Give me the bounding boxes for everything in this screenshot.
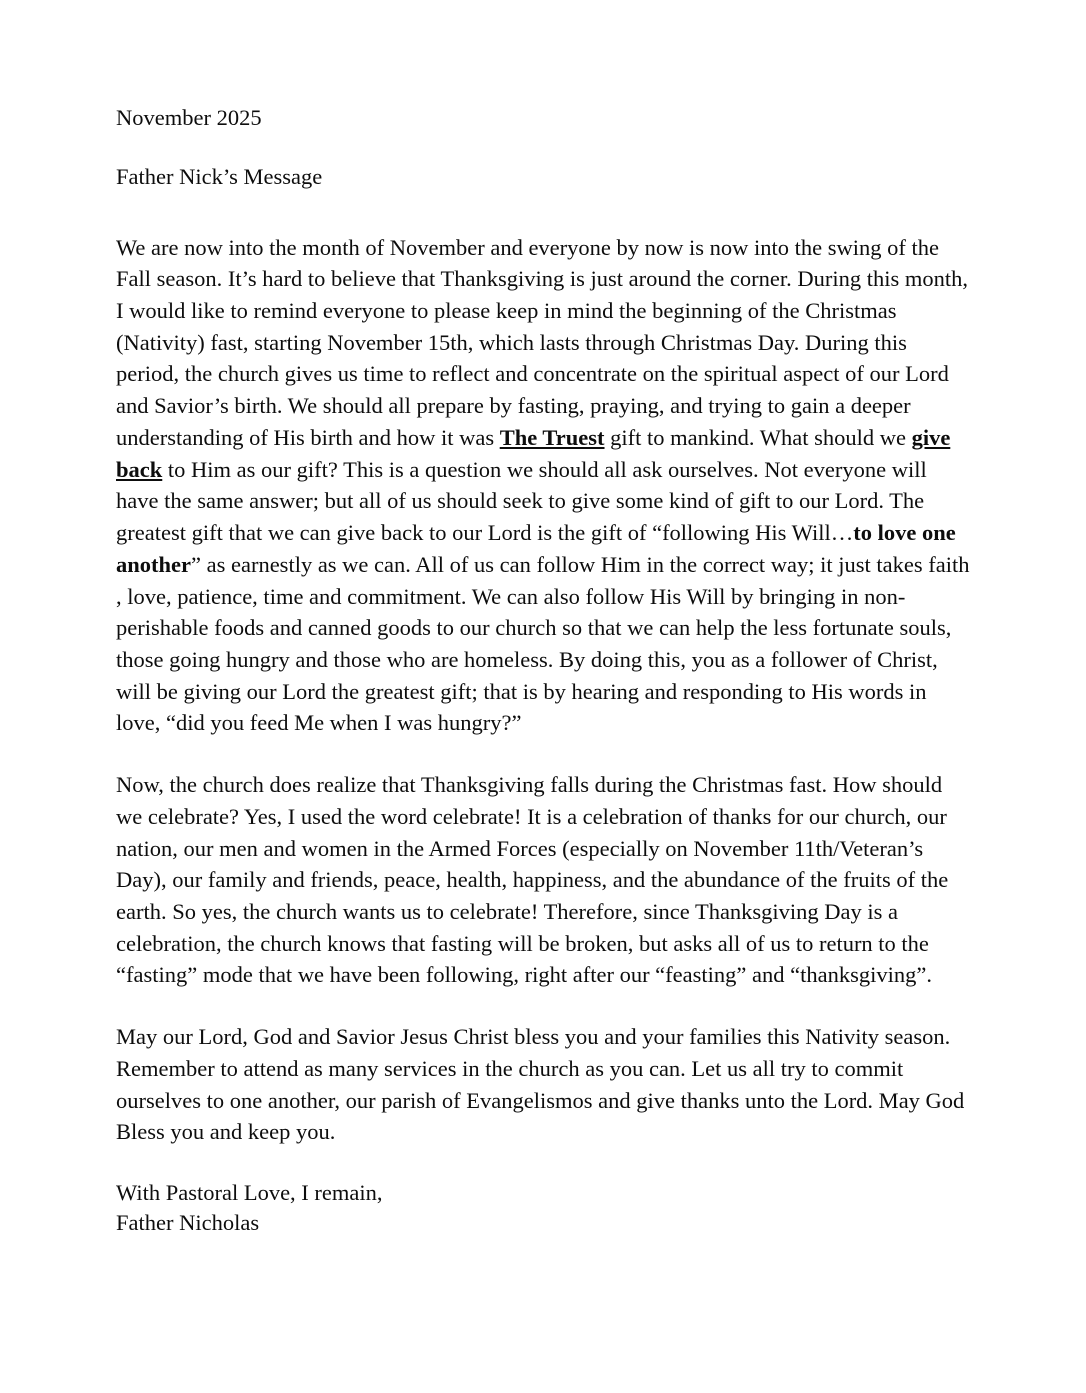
document-title: Father Nick’s Message — [116, 163, 323, 189]
paragraph-one-segment-1: We are now into the month of November and everyone by now is now into the swing of the Fall season. It’s hard to believe that Thanksgiving is just around the corner. During this month, I would like to remind everyone to please keep in mind the beginning of the Christmas (Nativity) fast, starting November 15th, which lasts through Christmas Day. During this period, the church gives us time to reflect and concentrate on the spiritual aspect of our Lord and Savior’s birth. We should all prepare by fasting, praying, and trying to gain a deeper understanding of His birth and how it was — [116, 234, 968, 450]
emphasis-to-love-one-another: to love one another — [116, 520, 956, 577]
paragraph-two: Now, the church does realize that Thanksgiving falls during the Christmas fast. How should we celebrate? Yes, I used the word celebrate! It is a celebration of thanks for our church, our nation, our men and women in the Armed Forces (especially on November 11th/Veteran’s Day), our family and friends, peace, health, happiness, and the abundance of the fruits of the earth. So yes, the church wants us to celebrate! Therefore, since Thanksgiving Day is a celebration, the church knows that fasting will be broken, but asks all of us to return to the “fasting” mode that we have been following, right after our “feasting” and “thanksgiving”. — [116, 772, 949, 988]
paragraph-one-segment-4: ” as earnestly as we can. All of us can follow Him in the correct way; it just takes faith , love, patience, time and commitment. We can also follow His Will by bringing in non-perishable foods and canned goods to our church so that we can help the less fortunate souls, those going hungry and those who are homeless. By doing this, you as a follower of Christ, will be giving our Lord the greatest gift; that is by hearing and responding to His words in love, “did you feed Me when I was hungry?” — [116, 551, 970, 736]
closing-line-one: With Pastoral Love, I remain, — [116, 1180, 383, 1205]
closing-signature: Father Nicholas — [116, 1209, 260, 1235]
paragraph-one-segment-3: to Him as our gift? This is a question we should all ask ourselves. Not everyone will have the same answer; but all of us should seek to give some kind of gift to our Lord. The greatest gift that we can give back to our Lord is the gift of “following His Will… — [116, 456, 927, 546]
closing-block — [116, 1178, 970, 1237]
paragraph-three: May our Lord, God and Savior Jesus Christ bless you and your families this Nativity season. Remember to attend as many services in the church as you can. Let us all try to commit ourselves to one another, our parish of Evangelismos and give thanks unto the Lord. May God Bless you and keep you. — [116, 1024, 965, 1145]
document-date: November 2025 — [116, 105, 262, 130]
emphasis-the-truest: The Truest — [499, 424, 605, 450]
paragraph-one-segment-2: gift to mankind. What should we — [604, 424, 912, 450]
emphasis-give-back: give back — [116, 424, 951, 482]
paragraph-one — [116, 232, 970, 740]
